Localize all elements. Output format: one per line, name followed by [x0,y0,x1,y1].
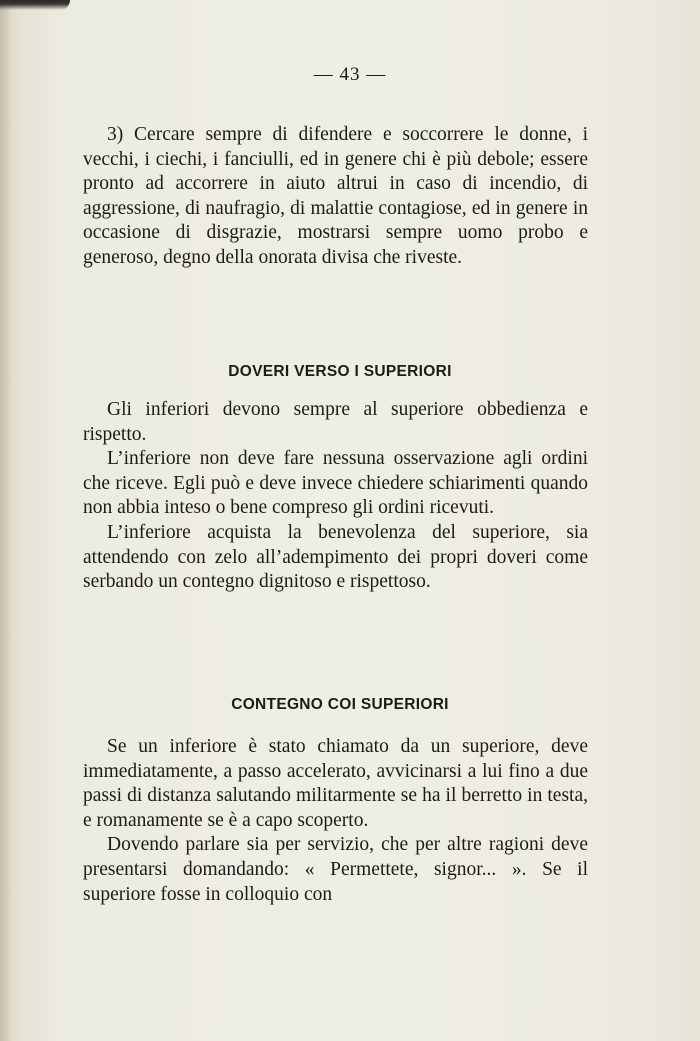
doveri-text-block [83,398,588,595]
page-gutter-shadow [0,0,12,1041]
doveri-paragraph-3: L’inferiore acquista la benevolenza del superiore, sia attendendo con zelo all’adempimento dei propri doveri come serbando un contegno dignitoso e rispettoso. [83,521,588,593]
contegno-text-block [83,735,588,907]
intro-paragraph-1: 3) Cercare sempre di difendere e soccorrere le donne, i vecchi, i ciechi, i fanciulli, ed in genere chi è più debole; essere pronto ad accorrere in aiuto altrui in caso di incendio, di aggressione, di naufragio, di malattie contagiose, ed in genere in occasione di disgrazie, mostrarsi sempre uomo probo e generoso, degno della onorata divisa che riveste. [83,124,588,268]
page-corner-shadow [0,0,70,10]
page-number: — 43 — [313,64,387,85]
heading-contegno-coi-superiori: CONTEGNO COI SUPERIORI [231,696,449,713]
contegno-paragraph-2: Dovendo parlare sia per servizio, che per altre ragioni deve presentarsi domandando: « Permettete, signor... ». Se il superiore fosse in colloquio con [83,834,588,905]
contegno-paragraph-1: Se un inferiore è stato chiamato da un superiore, deve immediatamente, a passo accelerato, avvicinarsi a lui fino a due passi di distanza salutando militarmente se ha il berretto in testa, e romanamente se è a capo scoperto. [83,736,588,831]
doveri-paragraph-2: L’inferiore non deve fare nessuna osservazione agli ordini che riceve. Egli può e deve invece chiedere schiarimenti quando non abbia inteso o bene compreso gli ordini ricevuti. [83,448,588,519]
intro-text-block [83,123,588,271]
heading-doveri-verso-i-superiori: DOVERI VERSO I SUPERIORI [228,363,452,380]
doveri-paragraph-1: Gli inferiori devono sempre al superiore obbedienza e rispetto. [83,399,588,445]
